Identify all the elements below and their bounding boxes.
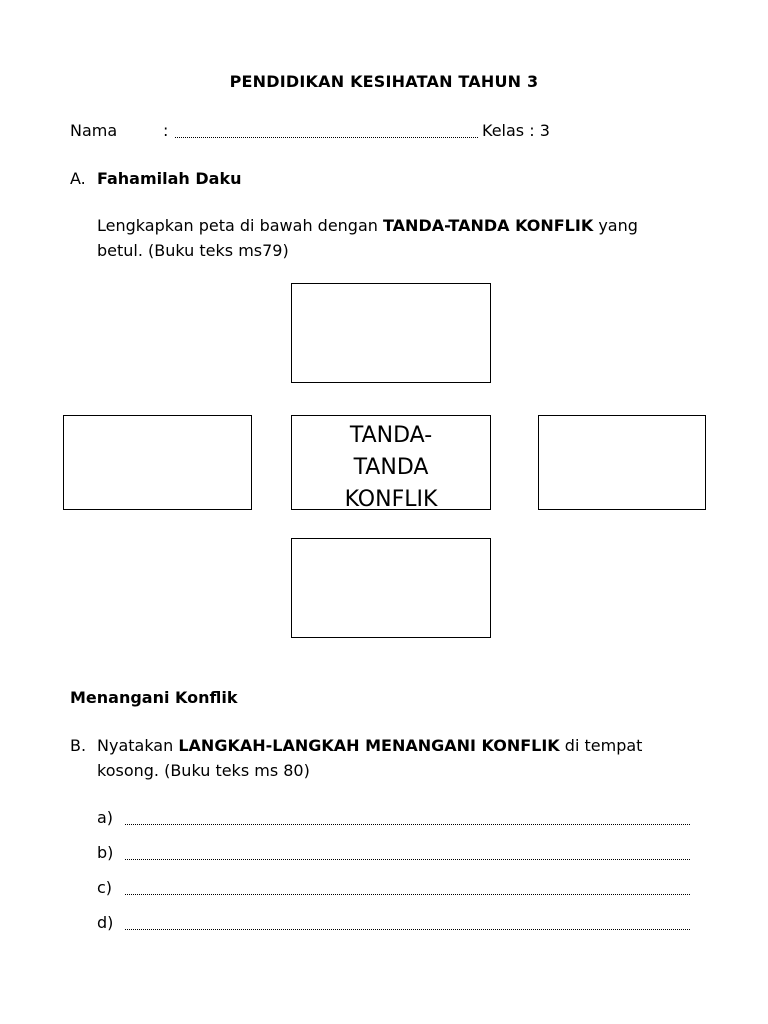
answer-line-a[interactable] <box>125 806 690 825</box>
item-label-c: c) <box>97 878 113 897</box>
section-b-instruction-line1 <box>97 736 642 755</box>
instruction-text-end: di tempat <box>564 736 643 755</box>
section-a-instruction-line2: betul. (Buku teks ms79) <box>97 241 289 260</box>
instruction-text: Lengkapkan peta di bawah dengan <box>97 216 378 235</box>
answer-line-d[interactable] <box>125 911 690 930</box>
section-b-instruction-line2: kosong. (Buku teks ms 80) <box>97 761 310 780</box>
instruction-text-end: yang <box>598 216 638 235</box>
section-b-heading: Menangani Konflik <box>70 688 238 707</box>
item-label-b: b) <box>97 843 114 862</box>
name-colon: : <box>163 121 169 140</box>
section-a-heading: Fahamilah Daku <box>97 169 242 188</box>
name-field[interactable] <box>175 121 478 141</box>
instruction-emphasis: LANGKAH-LANGKAH MENANGANI KONFLIK <box>178 736 560 755</box>
section-a-letter: A. <box>70 169 86 188</box>
map-box-top[interactable] <box>291 283 491 383</box>
map-box-bottom[interactable] <box>291 538 491 638</box>
map-box-right[interactable] <box>538 415 706 510</box>
map-center-line-2: TANDA <box>353 455 429 480</box>
section-a-instruction-line1 <box>97 216 638 235</box>
name-label: Nama <box>70 121 118 140</box>
map-box-center <box>291 415 491 510</box>
item-label-d: d) <box>97 913 114 932</box>
map-box-left[interactable] <box>63 415 252 510</box>
map-center-line-1: TANDA- <box>349 423 433 448</box>
instruction-emphasis: TANDA-TANDA KONFLIK <box>383 216 594 235</box>
item-label-a: a) <box>97 808 114 827</box>
answer-line-b[interactable] <box>125 841 690 860</box>
instruction-text: Nyatakan <box>97 736 174 755</box>
answer-line-c[interactable] <box>125 876 690 895</box>
map-center-line-3: KONFLIK <box>344 487 438 512</box>
page-title: PENDIDIKAN KESIHATAN TAHUN 3 <box>229 72 539 91</box>
class-label: Kelas : 3 <box>482 121 550 140</box>
section-b-letter: B. <box>70 736 87 755</box>
